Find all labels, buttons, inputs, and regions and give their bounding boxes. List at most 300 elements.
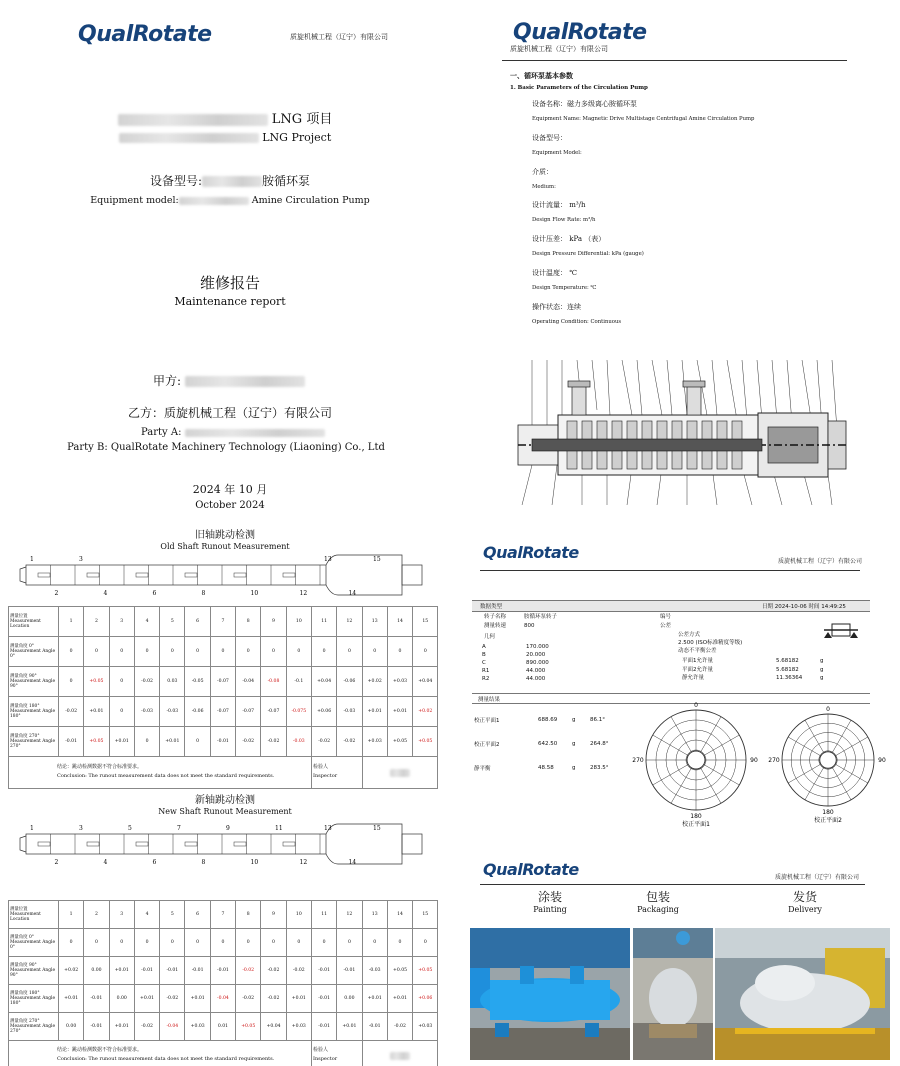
old-runout-title-cn: 旧轴跳动检测 bbox=[195, 530, 255, 541]
geometry-row: R1 44.000 bbox=[482, 668, 546, 674]
shaft-position-label: 13 bbox=[324, 825, 332, 832]
angle-label: 270 bbox=[632, 757, 644, 764]
angle-label: 90 bbox=[878, 757, 886, 764]
keyway-mark bbox=[234, 842, 246, 846]
angle-label: 测量角度 90° Measurement Angle 90° bbox=[9, 957, 59, 985]
runout-value: -0.03 bbox=[160, 697, 185, 727]
keyway-mark bbox=[185, 842, 197, 846]
runout-value: -0.02 bbox=[311, 727, 336, 757]
table-row bbox=[9, 727, 438, 757]
runout-value: 0.00 bbox=[59, 1013, 84, 1041]
angle-label: 270 bbox=[768, 757, 780, 764]
conclusion-en: Conclusion: The runout measurement data does not meet the standard requirements. bbox=[57, 1056, 275, 1062]
polar-plots bbox=[630, 700, 890, 840]
runout-value: -0.01 bbox=[59, 727, 84, 757]
shaft-position-label: 14 bbox=[348, 590, 357, 597]
runout-value: -0.03 bbox=[286, 727, 311, 757]
shaft-position-label: 6 bbox=[152, 590, 157, 597]
runout-value: 0 bbox=[311, 929, 336, 957]
shaft-position-label: 2 bbox=[54, 859, 59, 866]
angle-label: 测量角度 90° Measurement Angle 90° bbox=[9, 667, 59, 697]
keyway-mark bbox=[87, 573, 99, 577]
runout-value: 0 bbox=[413, 637, 438, 667]
runout-value: -0.02 bbox=[387, 1013, 412, 1041]
table-row bbox=[9, 697, 438, 727]
runout-value: 0 bbox=[109, 697, 134, 727]
column-header: 14 bbox=[387, 901, 412, 929]
keyway-mark bbox=[283, 573, 295, 577]
runout-value: -0.01 bbox=[210, 957, 235, 985]
column-header: 10 bbox=[286, 607, 311, 637]
runout-value: +0.01 bbox=[109, 727, 134, 757]
runout-value: 0 bbox=[286, 637, 311, 667]
shaft-position-label: 5 bbox=[128, 825, 132, 832]
old-runout-title-en: Old Shaft Runout Measurement bbox=[160, 542, 290, 551]
shaft-position-label: 2 bbox=[54, 590, 59, 597]
keyway-mark bbox=[38, 573, 50, 577]
runout-value: 0 bbox=[59, 637, 84, 667]
runout-value: 0 bbox=[387, 929, 412, 957]
runout-value: +0.01 bbox=[362, 985, 387, 1013]
runout-value: 0 bbox=[286, 929, 311, 957]
table-row bbox=[9, 1013, 438, 1041]
runout-value: 0 bbox=[311, 637, 336, 667]
new-runout-table bbox=[8, 900, 438, 1066]
keyway-mark bbox=[283, 842, 295, 846]
keyway-mark bbox=[185, 573, 197, 577]
allowance-row: 平面2允许量 5.68182 g bbox=[682, 666, 824, 673]
runout-value: 0.01 bbox=[210, 1013, 235, 1041]
keyway-mark bbox=[136, 573, 148, 577]
measurement-location-header: 测量位置 Measurement Location bbox=[9, 607, 59, 637]
caption-packaging: 包装 Packaging bbox=[637, 890, 679, 914]
result-row: 校正平面2 642.50 g 264.8° bbox=[474, 741, 609, 748]
column-header: 6 bbox=[185, 901, 210, 929]
runout-value: -0.05 bbox=[185, 667, 210, 697]
runout-value: -0.03 bbox=[337, 697, 362, 727]
section-title-en: 1. Basic Parameters of the Circulation Pump bbox=[510, 85, 648, 91]
table-row bbox=[9, 637, 438, 667]
new-runout-title-cn: 新轴跳动检测 bbox=[195, 795, 255, 806]
geometry-row: R2 44.000 bbox=[482, 676, 546, 682]
runout-value: 0 bbox=[134, 727, 159, 757]
runout-value: 0 bbox=[362, 929, 387, 957]
parameter-line: 操作状态：连续 bbox=[532, 302, 581, 311]
runout-value: -0.01 bbox=[185, 957, 210, 985]
runout-value: 0 bbox=[134, 929, 159, 957]
party-b-cn: 乙方：质旋机械工程（辽宁）有限公司 bbox=[127, 406, 332, 420]
runout-value: -0.02 bbox=[236, 957, 261, 985]
geometry-row: C 890.000 bbox=[482, 660, 549, 666]
runout-value: -0.01 bbox=[134, 957, 159, 985]
runout-value: +0.01 bbox=[387, 697, 412, 727]
runout-value: -0.1 bbox=[286, 667, 311, 697]
angle-label: 0 bbox=[694, 702, 698, 709]
shaft-position-label: 13 bbox=[324, 556, 332, 563]
runout-value: -0.01 bbox=[362, 1013, 387, 1041]
column-header: 15 bbox=[413, 901, 438, 929]
runout-value: -0.01 bbox=[160, 957, 185, 985]
runout-value: 0 bbox=[387, 637, 412, 667]
table-row bbox=[9, 957, 438, 985]
runout-value: +0.03 bbox=[185, 1013, 210, 1041]
parameter-line: 设计压差： kPa （表） bbox=[532, 235, 606, 244]
runout-value: -0.08 bbox=[261, 667, 286, 697]
angle-label: 90 bbox=[750, 757, 758, 764]
shaft-position-label: 1 bbox=[30, 825, 34, 832]
runout-value: -0.02 bbox=[160, 985, 185, 1013]
runout-value: -0.02 bbox=[59, 697, 84, 727]
shaft-position-label: 3 bbox=[79, 825, 83, 832]
measurement-location-header: 测量位置 Measurement Location bbox=[9, 901, 59, 929]
runout-value: -0.02 bbox=[236, 985, 261, 1013]
results-header-bar: 测量结果 bbox=[472, 693, 870, 704]
header-rule bbox=[502, 60, 847, 61]
parameter-line: Design Flow Rate: m³/h bbox=[532, 217, 596, 224]
runout-value: -0.01 bbox=[210, 727, 235, 757]
new-runout-title-en: New Shaft Runout Measurement bbox=[158, 807, 292, 816]
runout-value: +0.01 bbox=[59, 985, 84, 1013]
runout-value: +0.05 bbox=[413, 727, 438, 757]
parameter-line: 设备名称：磁力多级离心胺循环泵 bbox=[532, 100, 637, 108]
column-header: 8 bbox=[236, 607, 261, 637]
qualrotate-logo: QualRotate bbox=[78, 22, 212, 47]
runout-value: +0.03 bbox=[286, 1013, 311, 1041]
parameter-line: 设计温度： ℃ bbox=[532, 269, 578, 277]
angle-label: 180 bbox=[822, 809, 834, 816]
column-header: 14 bbox=[387, 607, 412, 637]
conclusion bbox=[9, 1041, 312, 1066]
runout-value: +0.05 bbox=[387, 957, 412, 985]
company-header: 质旋机械工程（辽宁）有限公司 bbox=[778, 558, 863, 565]
runout-value: +0.04 bbox=[261, 1013, 286, 1041]
runout-value: -0.02 bbox=[261, 727, 286, 757]
finishing-page bbox=[470, 850, 900, 1066]
runout-value: +0.01 bbox=[109, 957, 134, 985]
column-header: 9 bbox=[261, 607, 286, 637]
shaft-position-label: 11 bbox=[275, 825, 283, 832]
inspector-signature bbox=[362, 1041, 438, 1066]
runout-value: +0.01 bbox=[387, 985, 412, 1013]
runout-value: -0.01 bbox=[311, 957, 336, 985]
shaft-position-label: 8 bbox=[201, 859, 206, 866]
column-header: 3 bbox=[109, 607, 134, 637]
angle-label: 0 bbox=[826, 706, 830, 713]
new-shaft-diagram bbox=[8, 822, 448, 868]
runout-value: -0.02 bbox=[236, 727, 261, 757]
runout-value: 0.00 bbox=[109, 985, 134, 1013]
shaft-position-label: 8 bbox=[201, 590, 206, 597]
runout-value: -0.02 bbox=[134, 1013, 159, 1041]
column-header: 6 bbox=[185, 607, 210, 637]
runout-value: -0.03 bbox=[362, 957, 387, 985]
runout-value: -0.07 bbox=[236, 697, 261, 727]
runout-value: +0.06 bbox=[311, 697, 336, 727]
runout-value: +0.01 bbox=[362, 697, 387, 727]
equipment-model-en: Equipment model: Amine Circulation Pump bbox=[90, 195, 370, 206]
runout-value: +0.01 bbox=[337, 1013, 362, 1041]
inspector-signature bbox=[362, 757, 438, 789]
shaft-position-label: 7 bbox=[177, 825, 181, 832]
column-header: 2 bbox=[84, 607, 109, 637]
shaft-position-label: 4 bbox=[103, 590, 108, 597]
shaft-position-label: 15 bbox=[373, 556, 381, 563]
column-header: 8 bbox=[236, 901, 261, 929]
shaft-position-label: 12 bbox=[299, 859, 308, 866]
parameter-line: Design Pressure Differential: kPa (gauge) bbox=[532, 251, 644, 258]
results-table bbox=[472, 708, 611, 780]
conclusion-cn: 结论：跳动检测数据不符合标准要求。 bbox=[57, 764, 143, 771]
header-data-type: 数据类型 bbox=[480, 604, 503, 610]
runout-value: -0.02 bbox=[337, 727, 362, 757]
runout-value: +0.02 bbox=[59, 957, 84, 985]
runout-value: 0 bbox=[160, 929, 185, 957]
column-header: 2 bbox=[84, 901, 109, 929]
shaft-position-label: 1 bbox=[30, 556, 34, 563]
table-row bbox=[9, 929, 438, 957]
runout-value: +0.04 bbox=[311, 667, 336, 697]
shaft-position-label: 6 bbox=[152, 859, 157, 866]
shaft-position-label: 12 bbox=[299, 590, 308, 597]
runout-value: 0 bbox=[185, 637, 210, 667]
shaft-position-label: 9 bbox=[226, 825, 230, 832]
inspector-label: 检验人 Inspector bbox=[311, 1041, 362, 1066]
qualrotate-logo: QualRotate bbox=[483, 860, 579, 879]
runout-value: 0 bbox=[109, 637, 134, 667]
geometry-table bbox=[480, 643, 551, 683]
column-header: 12 bbox=[337, 901, 362, 929]
table-row bbox=[9, 985, 438, 1013]
column-header: 5 bbox=[160, 901, 185, 929]
runout-value: -0.07 bbox=[210, 697, 235, 727]
keyway-mark bbox=[87, 842, 99, 846]
report-date-cn: 2024 年 10 月 bbox=[192, 483, 268, 496]
angle-label: 测量角度 0° Measurement Angle 0° bbox=[9, 637, 59, 667]
allowance-row: 平面1允许量 5.68182 g bbox=[682, 658, 824, 664]
party-b-en: Party B: QualRotate Machinery Technology (Liaoning) Co., Ltd bbox=[67, 442, 385, 453]
runout-value: +0.01 bbox=[160, 727, 185, 757]
company-header: 质旋机械工程（辽宁）有限公司 bbox=[510, 45, 608, 53]
shaft-position-label: 10 bbox=[250, 859, 259, 866]
caption-painting: 涂装 Painting bbox=[533, 890, 567, 914]
runout-value: 0 bbox=[236, 929, 261, 957]
runout-value: -0.01 bbox=[337, 957, 362, 985]
old-shaft-diagram bbox=[8, 553, 448, 599]
old-runout-table bbox=[8, 606, 438, 789]
party-a-cn: 甲方: bbox=[153, 372, 305, 389]
runout-value: +0.05 bbox=[84, 727, 109, 757]
polar-plot bbox=[632, 702, 758, 828]
runout-value: 0 bbox=[59, 929, 84, 957]
column-header: 13 bbox=[362, 607, 387, 637]
column-header: 7 bbox=[210, 607, 235, 637]
conclusion-cn: 结论：跳动检测数据不符合标准要求。 bbox=[57, 1047, 143, 1054]
runout-value: -0.02 bbox=[286, 957, 311, 985]
runout-value: +0.03 bbox=[387, 667, 412, 697]
runout-value: +0.01 bbox=[286, 985, 311, 1013]
runout-value: 0 bbox=[59, 667, 84, 697]
tolerance-method: 公差方式 2.500 (ISO标准精度等级) 动态不平衡公差 bbox=[678, 632, 743, 654]
column-header: 1 bbox=[59, 901, 84, 929]
runout-value: +0.05 bbox=[236, 1013, 261, 1041]
parameter-line: 介质： bbox=[532, 167, 553, 176]
column-header: 15 bbox=[413, 607, 438, 637]
report-date-en: October 2024 bbox=[195, 500, 265, 511]
runout-value: +0.01 bbox=[134, 985, 159, 1013]
runout-value: 0 bbox=[84, 637, 109, 667]
painting-photo bbox=[470, 928, 630, 1060]
parameter-line: Equipment Model: bbox=[532, 149, 582, 156]
rotor-symbol bbox=[820, 618, 862, 642]
runout-value: 0 bbox=[84, 929, 109, 957]
project-title-cn: LNG 项目 bbox=[0, 108, 450, 127]
caption-delivery: 发货 Delivery bbox=[788, 890, 822, 914]
angle-label: 180 bbox=[690, 813, 702, 820]
runout-value: 0 bbox=[413, 929, 438, 957]
parameter-line: Operating Condition: Continuous bbox=[532, 318, 622, 325]
angle-label: 测量角度 180° Measurement Angle 180° bbox=[9, 697, 59, 727]
column-header: 12 bbox=[337, 607, 362, 637]
balancing-report-page bbox=[470, 540, 900, 840]
runout-value: -0.04 bbox=[236, 667, 261, 697]
angle-label: 测量角度 270° Measurement Angle 270° bbox=[9, 727, 59, 757]
runout-value: 0 bbox=[109, 929, 134, 957]
angle-label: 测量角度 0° Measurement Angle 0° bbox=[9, 929, 59, 957]
runout-value: -0.01 bbox=[84, 1013, 109, 1041]
plane-label: 校正平面1 bbox=[682, 821, 710, 828]
company-header: 质旋机械工程（辽宁）有限公司 bbox=[290, 33, 388, 41]
party-a-en: Party A: bbox=[141, 427, 325, 438]
geometry-row: B 20.000 bbox=[482, 652, 546, 658]
parameter-line: Equipment Name: Magnetic Drive Multistage Centrifugal Amine Circulation Pump bbox=[532, 115, 755, 122]
packaging-photo bbox=[633, 928, 713, 1060]
column-header: 10 bbox=[286, 901, 311, 929]
allowance-row: 静允许量 11.36364 g bbox=[682, 675, 824, 681]
runout-value: +0.05 bbox=[413, 957, 438, 985]
runout-value: -0.07 bbox=[210, 667, 235, 697]
runout-value: 0 bbox=[160, 637, 185, 667]
runout-value: 0 bbox=[261, 637, 286, 667]
runout-value: -0.01 bbox=[84, 985, 109, 1013]
angle-label: 测量角度 270° Measurement Angle 270° bbox=[9, 1013, 59, 1041]
header-date-time: 日期 2024-10-06 时间 14:49:25 bbox=[762, 604, 846, 610]
company-header: 质旋机械工程（辽宁）有限公司 bbox=[775, 874, 860, 881]
parameter-line: Medium: bbox=[532, 183, 556, 190]
qualrotate-logo: QualRotate bbox=[483, 543, 579, 562]
polar-plot bbox=[768, 706, 886, 824]
pump-cross-section-drawing bbox=[512, 355, 857, 520]
report-title-en: Maintenance report bbox=[174, 295, 286, 308]
parameter-line: Design Temperature: ℃ bbox=[532, 284, 597, 291]
shaft-position-label: 10 bbox=[250, 590, 259, 597]
section-title-cn: 一、循环泵基本参数 bbox=[510, 71, 573, 80]
runout-value: 0 bbox=[362, 637, 387, 667]
runout-value: 0.00 bbox=[84, 957, 109, 985]
table-row bbox=[9, 667, 438, 697]
geometry-row: A 170.000 bbox=[482, 644, 549, 650]
runout-value: 0 bbox=[109, 667, 134, 697]
angle-label: 测量角度 180° Measurement Angle 180° bbox=[9, 985, 59, 1013]
allowance-table bbox=[680, 657, 826, 683]
runout-value: +0.03 bbox=[413, 1013, 438, 1041]
runout-value: -0.04 bbox=[210, 985, 235, 1013]
column-header: 7 bbox=[210, 901, 235, 929]
runout-value: -0.07 bbox=[261, 697, 286, 727]
column-header: 11 bbox=[311, 901, 336, 929]
runout-value: 0 bbox=[337, 929, 362, 957]
runout-value: 0 bbox=[210, 637, 235, 667]
runout-value: -0.04 bbox=[160, 1013, 185, 1041]
parameter-line: 设计流量： m³/h bbox=[532, 201, 586, 210]
column-header: 4 bbox=[134, 607, 159, 637]
runout-value: 0 bbox=[134, 637, 159, 667]
runout-value: -0.06 bbox=[337, 667, 362, 697]
header-rule bbox=[480, 884, 865, 885]
keyway-mark bbox=[38, 842, 50, 846]
runout-value: 0.03 bbox=[160, 667, 185, 697]
runout-value: +0.04 bbox=[413, 667, 438, 697]
delivery-photo bbox=[715, 928, 890, 1060]
parameter-line: 设备型号： bbox=[532, 133, 567, 142]
column-header: 1 bbox=[59, 607, 84, 637]
inspector-label: 检验人 Inspector bbox=[311, 757, 362, 789]
column-header: 11 bbox=[311, 607, 336, 637]
keyway-mark bbox=[136, 842, 148, 846]
rotor-info: 转子名称 胺循环泵转子 测量转速 800 几何 bbox=[484, 614, 558, 640]
header-rule bbox=[480, 570, 860, 571]
column-header: 9 bbox=[261, 901, 286, 929]
runout-value: +0.02 bbox=[362, 667, 387, 697]
balance-header-bar bbox=[472, 600, 870, 612]
keyway-mark bbox=[234, 573, 246, 577]
runout-value: +0.06 bbox=[413, 985, 438, 1013]
runout-value: 0.00 bbox=[337, 985, 362, 1013]
runout-value: 0 bbox=[185, 929, 210, 957]
runout-value: +0.05 bbox=[387, 727, 412, 757]
runout-value: +0.01 bbox=[84, 697, 109, 727]
runout-value: +0.02 bbox=[413, 697, 438, 727]
runout-value: -0.02 bbox=[134, 667, 159, 697]
runout-value: +0.05 bbox=[84, 667, 109, 697]
runout-value: -0.03 bbox=[134, 697, 159, 727]
shaft-position-label: 15 bbox=[373, 825, 381, 832]
shaft-position-label: 14 bbox=[348, 859, 357, 866]
column-header: 4 bbox=[134, 901, 159, 929]
runout-value: +0.01 bbox=[109, 1013, 134, 1041]
runout-value: -0.01 bbox=[311, 1013, 336, 1041]
runout-value: -0.075 bbox=[286, 697, 311, 727]
id-tolerance: 编号 公差 bbox=[660, 614, 672, 629]
qualrotate-logo: QualRotate bbox=[513, 20, 647, 45]
project-title-en: LNG Project bbox=[0, 131, 450, 144]
runout-value: -0.01 bbox=[311, 985, 336, 1013]
column-header: 13 bbox=[362, 901, 387, 929]
runout-value: -0.06 bbox=[185, 697, 210, 727]
runout-value: +0.01 bbox=[185, 985, 210, 1013]
column-header: 5 bbox=[160, 607, 185, 637]
equipment-model-cn: 设备型号: 胺循环泵 bbox=[149, 174, 311, 188]
shaft-position-label: 4 bbox=[103, 859, 108, 866]
column-header: 3 bbox=[109, 901, 134, 929]
shaft-position-label: 3 bbox=[79, 556, 83, 563]
runout-value: 0 bbox=[236, 637, 261, 667]
runout-value: 0 bbox=[261, 929, 286, 957]
report-title-cn: 维修报告 bbox=[199, 274, 260, 292]
runout-value: -0.02 bbox=[261, 985, 286, 1013]
runout-value: 0 bbox=[210, 929, 235, 957]
conclusion-en: Conclusion: The runout measurement data does not meet the standard requirements. bbox=[57, 773, 275, 779]
runout-value: 0 bbox=[185, 727, 210, 757]
